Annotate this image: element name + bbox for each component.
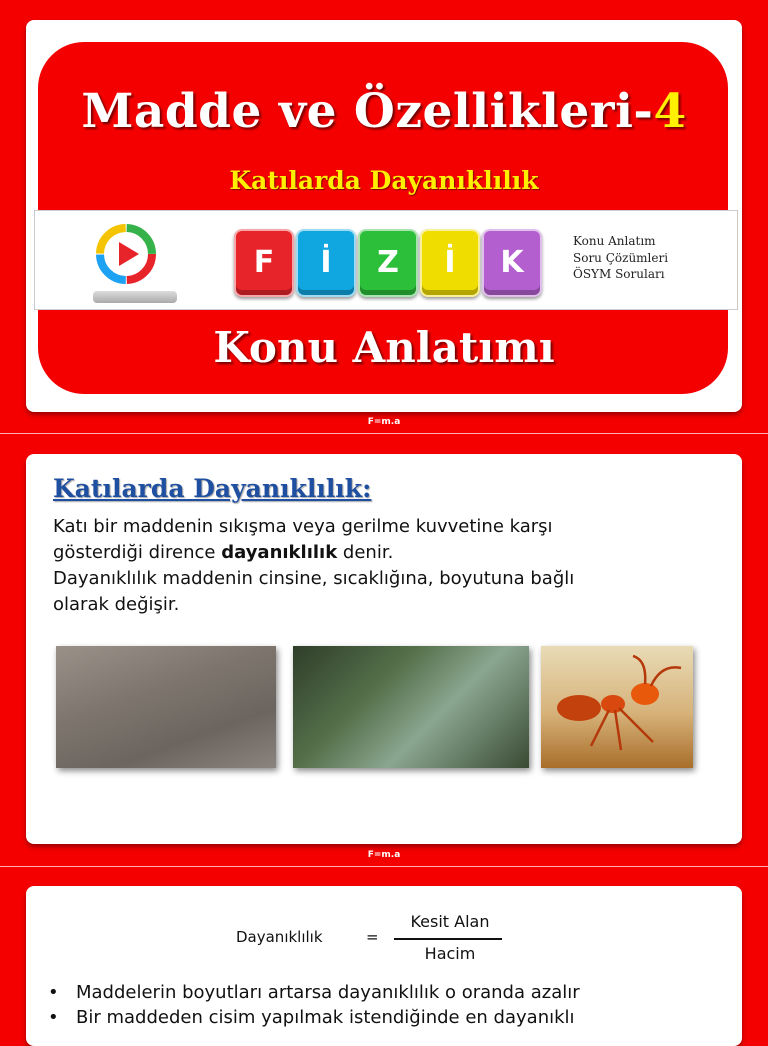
- bottom-title: Konu Anlatımı: [213, 323, 555, 372]
- list-item: • Bir maddeden cisim yapılmak istendiğinde en dayanıklı: [48, 1005, 738, 1030]
- fizik-tile: K: [482, 229, 542, 297]
- slide-divider: [0, 866, 768, 867]
- logo-base: [93, 291, 177, 303]
- formula-denominator: Hacim: [424, 944, 476, 963]
- formula-lhs: Dayanıklılık: [236, 928, 323, 946]
- title-slide: [26, 20, 742, 412]
- ant-icon: [541, 646, 693, 768]
- play-logo-icon: [95, 223, 157, 285]
- photo-giant-figure: [56, 646, 276, 768]
- fizik-tile: İ: [296, 229, 356, 297]
- fizik-tile: F: [234, 229, 294, 297]
- slide-heading: Katılarda Dayanıklılık:: [53, 474, 372, 503]
- fizik-tile: İ: [420, 229, 480, 297]
- bullet-list: [48, 980, 738, 1030]
- formula-numerator: Kesit Alan: [410, 912, 490, 931]
- slide-number: 4: [653, 84, 687, 139]
- slide-title: Madde ve Özellikleri-4: [81, 84, 687, 139]
- list-item: • Maddelerin boyutları artarsa dayanıklılık o oranda azalır: [48, 980, 738, 1005]
- photo-gorilla: [293, 646, 529, 768]
- slide-footer: F=m.a: [367, 417, 401, 427]
- slide-divider: [0, 433, 768, 434]
- formula-equals: =: [366, 928, 379, 946]
- bold-term: dayanıklılık: [221, 542, 338, 563]
- photo-ant: [541, 646, 693, 768]
- slide-footer: F=m.a: [367, 850, 401, 860]
- fizik-tile: Z: [358, 229, 418, 297]
- fraction-bar: [394, 938, 502, 940]
- definition-paragraph: Katı bir maddenin sıkışma veya gerilme kuvvetine karşı gösterdiği dirence dayanıklılık denir. Dayanıklılık maddenin cinsine, sıcaklığına, boyutuna bağlı olarak değişir.: [53, 516, 575, 615]
- info-line: Soru Çözümleri: [573, 250, 669, 265]
- brand-strip: [34, 210, 738, 310]
- formula-slide: [26, 886, 742, 1046]
- info-line: Konu Anlatım: [573, 234, 656, 248]
- info-list: [573, 233, 668, 283]
- content-slide: [26, 454, 742, 844]
- slide-subtitle: Katılarda Dayanıklılık: [229, 166, 539, 195]
- info-line: ÖSYM Soruları: [573, 267, 665, 281]
